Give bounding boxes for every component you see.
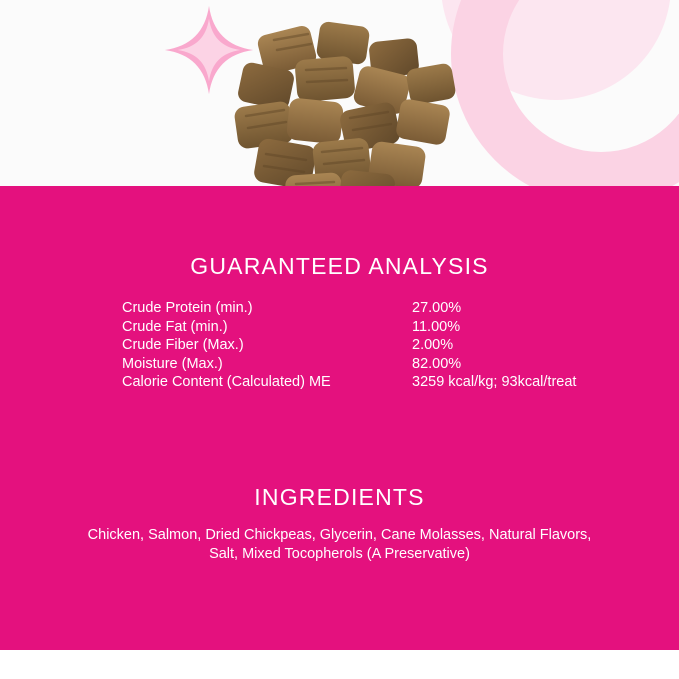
table-row	[122, 373, 592, 392]
ingredients-heading: INGREDIENTS	[254, 484, 425, 510]
ingredients-line-2: Salt, Mixed Tocopherols (A Preservative)	[209, 546, 470, 562]
nutrient-value: 82.00%	[412, 355, 462, 372]
footer-strip	[0, 650, 679, 679]
nutrient-value: 2.00%	[412, 337, 454, 354]
nutrient-label: Crude Fiber (Max.)	[122, 337, 244, 354]
nutrient-label: Moisture (Max.)	[122, 355, 223, 372]
guaranteed-analysis-table	[122, 299, 592, 392]
nutrient-value: 11.00%	[412, 318, 461, 335]
nutrient-value: 27.00%	[412, 300, 462, 316]
ingredients-line-1: Chicken, Salmon, Dried Chickpeas, Glycerin, Cane Molasses, Natural Flavors,	[87, 527, 592, 543]
nutrient-label: Calorie Content (Calculated) ME	[122, 374, 331, 391]
nutrient-label: Crude Fat (min.)	[122, 318, 228, 335]
nutrition-panel	[0, 186, 679, 650]
ingredients-list	[60, 526, 619, 564]
table-row	[122, 355, 592, 374]
nutrient-value: 3259 kcal/kg; 93kcal/treat	[412, 374, 577, 391]
guaranteed-analysis-heading: GUARANTEED ANALYSIS	[190, 253, 489, 279]
pink-ring-shape	[451, 0, 679, 186]
nutrient-label: Crude Protein (min.)	[122, 300, 253, 316]
table-row	[122, 299, 592, 318]
table-row	[122, 318, 592, 337]
dog-treats-image	[222, 18, 482, 186]
table-row	[122, 336, 592, 355]
hero-section	[0, 0, 679, 186]
